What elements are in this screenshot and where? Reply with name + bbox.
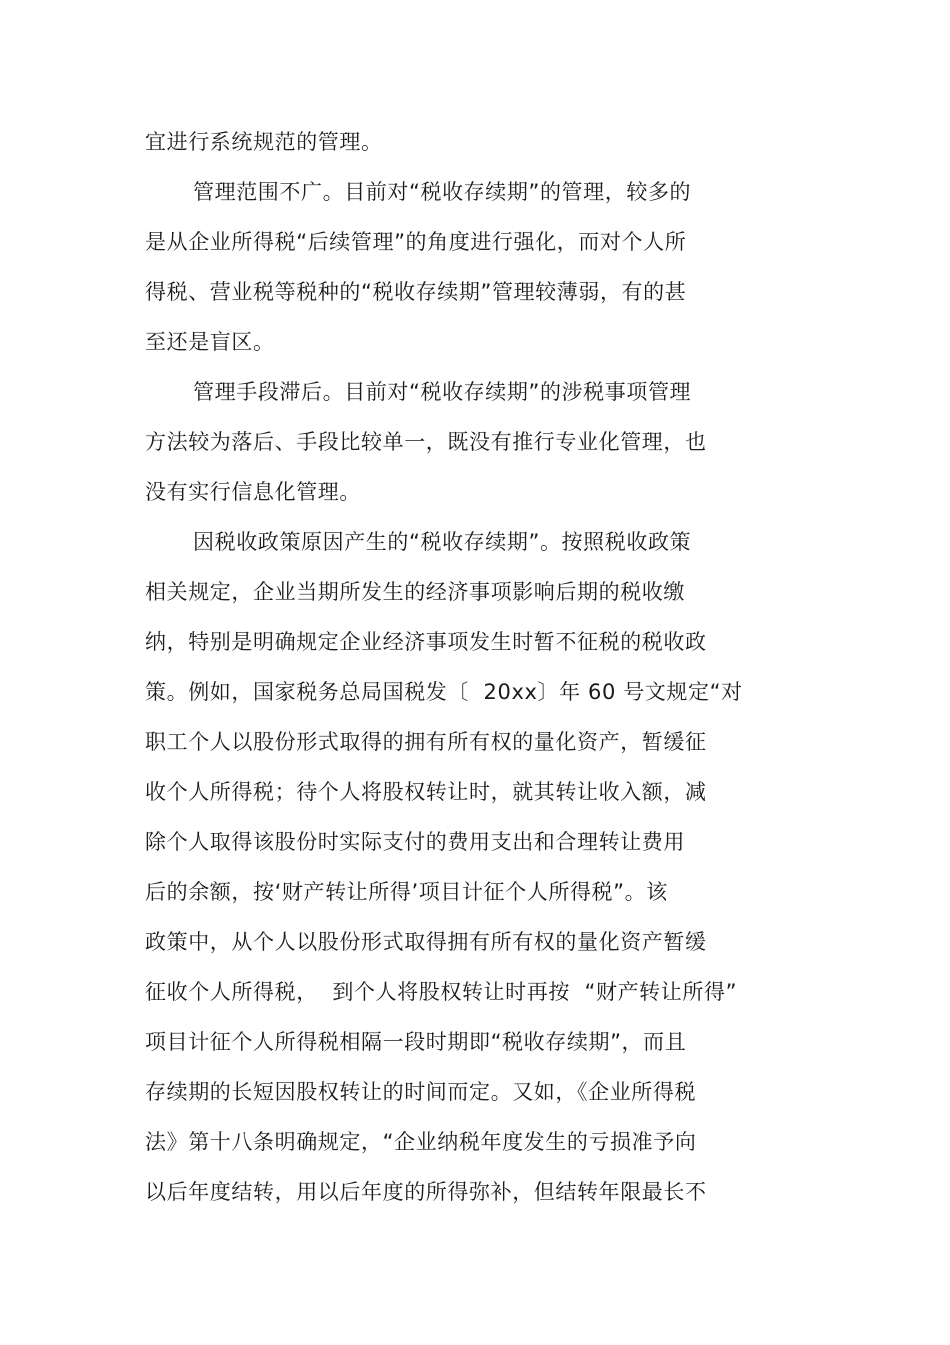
- text-line: 项目计征个人所得税相隔一段时期即“税收存续期”，而且: [145, 1030, 687, 1054]
- text-line: 管理范围不广。目前对“税收存续期”的管理，较多的: [193, 180, 692, 204]
- text-line: 得税、营业税等税种的“税收存续期”管理较薄弱，有的甚: [145, 280, 687, 304]
- text-line: 收个人所得税；待个人将股权转让时，就其转让收入额，减: [145, 780, 707, 804]
- text-line: 是从企业所得税“后续管理”的角度进行强化，而对个人所: [145, 230, 687, 254]
- text-line: 以后年度结转，用以后年度的所得弥补，但结转年限最长不: [145, 1180, 707, 1204]
- text-line: 存续期的长短因股权转让的时间而定。又如，《企业所得税: [145, 1080, 697, 1104]
- text-line: 征收个人所得税， 到个人将股权转让时再按 “财产转让所得”: [145, 980, 738, 1004]
- text-line: 政策中，从个人以股份形式取得拥有所有权的量化资产暂缓: [145, 930, 707, 954]
- text-line: 除个人取得该股份时实际支付的费用支出和合理转让费用: [145, 830, 685, 854]
- text-line: 纳，特别是明确规定企业经济事项发生时暂不征税的税收政: [145, 630, 707, 654]
- text-line: 法》第十八条明确规定，“企业纳税年度发生的亏损准予向: [145, 1130, 697, 1154]
- text-line: 宜进行系统规范的管理。: [145, 130, 383, 154]
- text-line: 策。例如，国家税务总局国税发〔 20xx〕年 60 号文规定“对: [145, 680, 743, 704]
- text-line: 相关规定，企业当期所发生的经济事项影响后期的税收缴: [145, 580, 685, 604]
- text-line: 方法较为落后、手段比较单一，既没有推行专业化管理，也: [145, 430, 707, 454]
- text-line: 后的余额，按‘财产转让所得’项目计征个人所得税”。该: [145, 880, 668, 904]
- text-line: 至还是盲区。: [145, 330, 275, 354]
- text-line: 管理手段滞后。目前对“税收存续期”的涉税事项管理: [193, 380, 692, 404]
- text-line: 职工个人以股份形式取得的拥有所有权的量化资产，暂缓征: [145, 730, 707, 754]
- text-line: 因税收政策原因产生的“税收存续期”。按照税收政策: [193, 530, 692, 554]
- text-line: 没有实行信息化管理。: [145, 480, 361, 504]
